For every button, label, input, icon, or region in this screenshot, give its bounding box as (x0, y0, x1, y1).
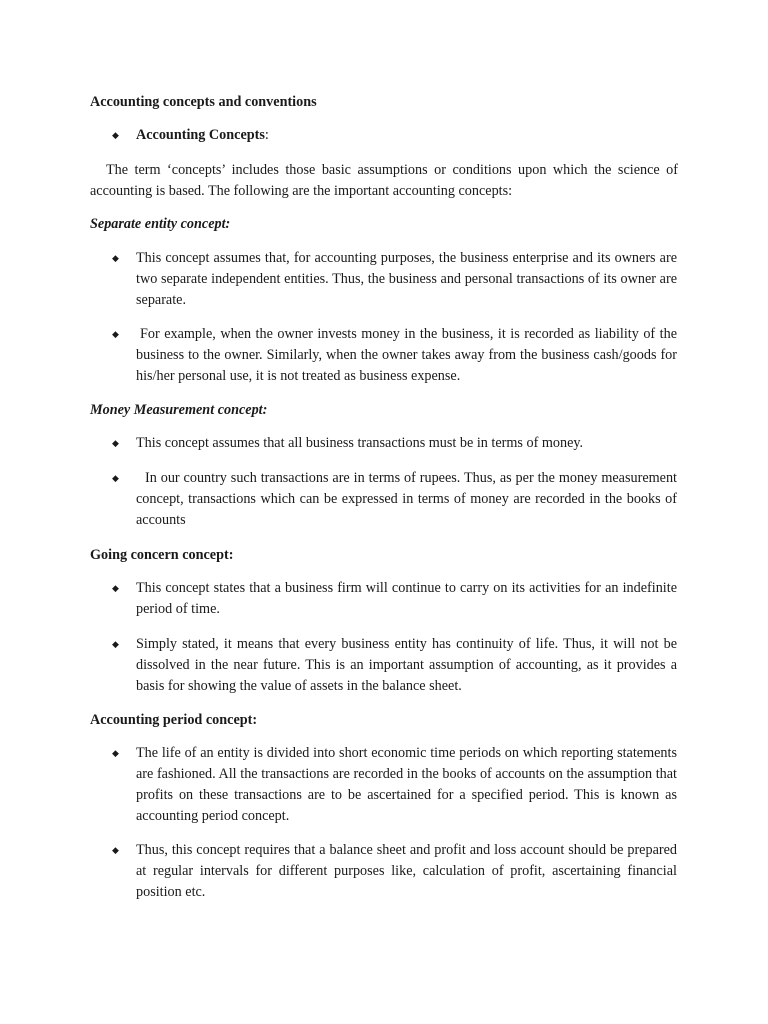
bullet-text: Simply stated, it means that every business entity has continuity of life. Thus, it will not be dissolved in the near future. This is an important assumption of accounting, as it provides a basis for showing the value of assets in the balance sheet. (136, 636, 677, 694)
intro-paragraph: The term ‘concepts’ includes those basic assumptions or conditions upon which the science of accounting is based. The following are the important accounting concepts: (90, 162, 678, 199)
diamond-bullet-icon: ◆ (112, 845, 119, 855)
section-heading-accounting-period: Accounting period concept: (90, 712, 258, 728)
bullet-text: This concept assumes that, for accounting purposes, the business enterprise and its owners are two separate independent entities. Thus, the business and personal transactions of its owner are separate. (136, 250, 677, 308)
concepts-label: Accounting Concepts (136, 127, 265, 143)
bullet-text: Thus, this concept requires that a balance sheet and profit and loss account should be prepared at regular intervals for different purposes like, calculation of profit, ascertaining financial position etc. (136, 842, 677, 900)
diamond-bullet-icon: ◆ (112, 473, 119, 483)
bullet-text: The life of an entity is divided into short economic time periods on which reporting statements are fashioned. All the transactions are recorded in the books of accounts on the assumption that profits on these transactions are to be ascertained for a specified period. This is known as accounting period concept. (136, 745, 677, 824)
bullet-text: This concept states that a business firm will continue to carry on its activities for an indefinite period of time. (136, 580, 677, 617)
concepts-label-line (136, 125, 677, 146)
concepts-colon: : (264, 127, 269, 143)
diamond-bullet-icon: ◆ (112, 438, 119, 448)
bullet-text: In our country such transactions are in terms of rupees. Thus, as per the money measurement concept, transactions which can be expressed in terms of money are recorded in the books of accounts (136, 470, 677, 528)
bullet-text: For example, when the owner invests money in the business, it is recorded as liability of the business to the owner. Similarly, when the owner takes away from the business cash/goods for his/her personal use, it is not treated as business expense. (136, 326, 677, 384)
diamond-bullet-icon: ◆ (112, 639, 119, 649)
diamond-bullet-icon: ◆ (112, 253, 119, 263)
document-title: Accounting concepts and conventions (90, 94, 317, 110)
diamond-bullet-icon: ◆ (112, 748, 119, 758)
bullet-text: This concept assumes that all business transactions must be in terms of money. (136, 435, 584, 451)
diamond-bullet-icon: ◆ (112, 583, 119, 593)
diamond-bullet-icon: ◆ (112, 130, 119, 140)
section-heading-going-concern: Going concern concept: (90, 547, 234, 563)
section-heading-money-measurement: Money Measurement concept: (90, 402, 268, 418)
diamond-bullet-icon: ◆ (112, 329, 119, 339)
section-heading-separate-entity: Separate entity concept: (90, 216, 231, 232)
